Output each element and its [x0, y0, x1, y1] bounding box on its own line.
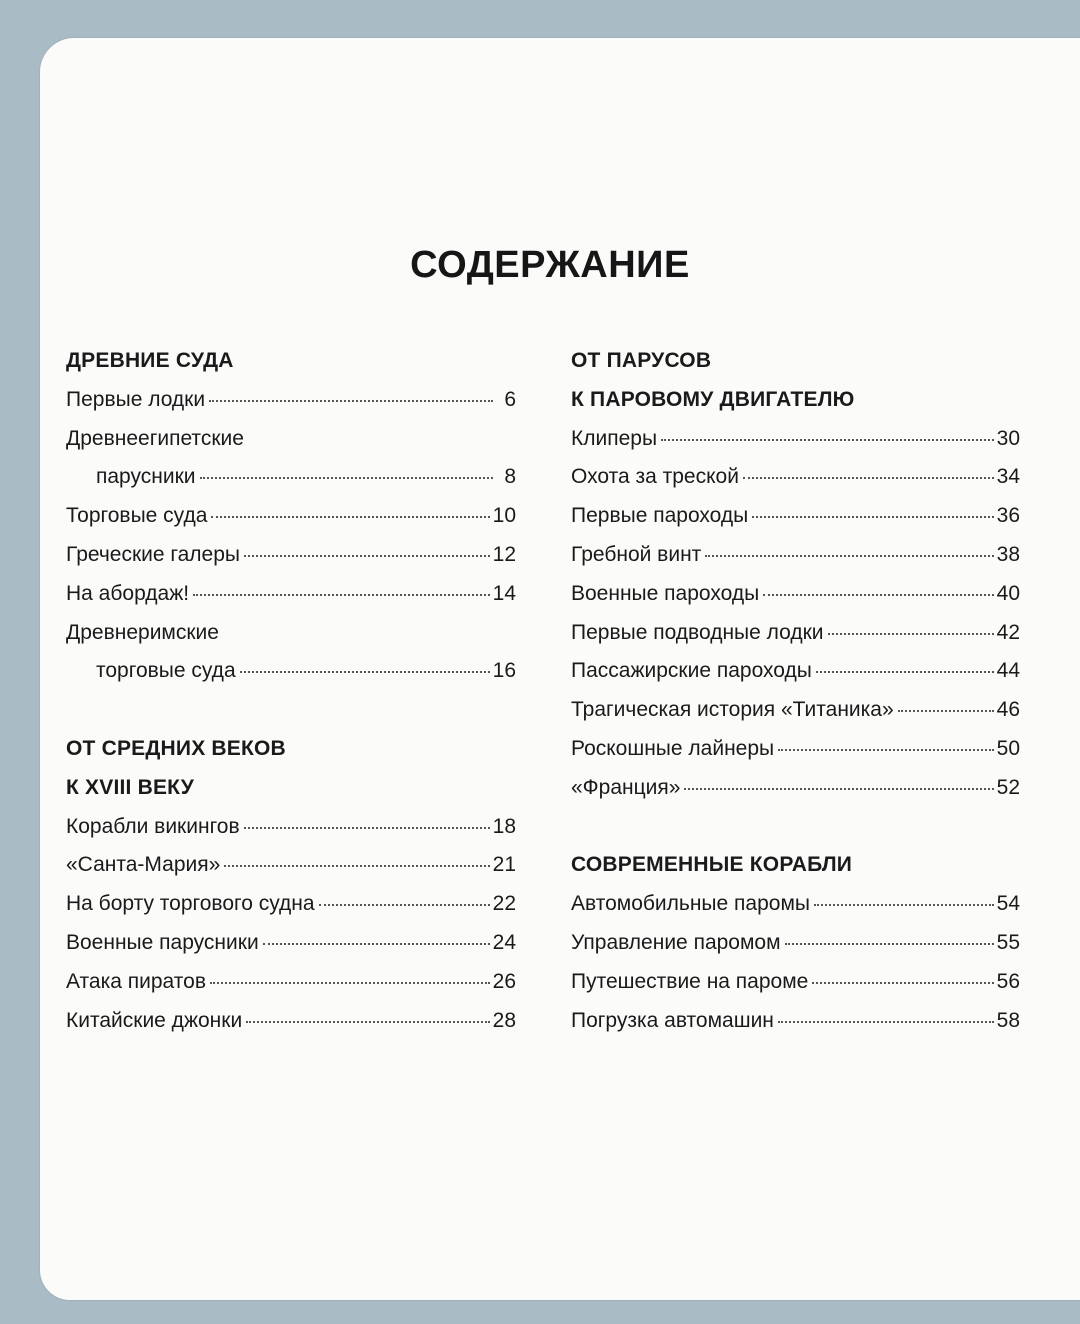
leader-dots — [319, 904, 490, 906]
leader-dots — [209, 400, 493, 402]
leader-dots — [752, 516, 993, 518]
toc-entry-page: 8 — [504, 465, 516, 489]
section-heading-sails: ОТ ПАРУСОВ — [571, 349, 712, 372]
toc-entry-page: 6 — [504, 387, 516, 411]
leader-dots — [263, 943, 490, 945]
toc-column-right — [571, 342, 1020, 1040]
toc-entry[interactable] — [571, 924, 1020, 963]
toc-entry-label: Путешествие на пароме — [571, 969, 809, 993]
toc-entry[interactable] — [571, 885, 1020, 924]
toc-entry-page: 30 — [996, 426, 1020, 450]
leader-dots — [705, 555, 993, 557]
toc-entry-label: Роскошные лайнеры — [571, 736, 775, 760]
toc-entry[interactable] — [571, 769, 1020, 808]
toc-entry[interactable] — [571, 1002, 1020, 1041]
toc-entry-label: Корабли викингов — [66, 814, 240, 838]
toc-entry-label: Первые пароходы — [571, 504, 749, 528]
leader-dots — [684, 788, 993, 790]
toc-entry[interactable] — [66, 497, 516, 536]
toc-entry[interactable] — [571, 420, 1020, 459]
toc-entry-page: 12 — [492, 542, 516, 566]
toc-entry[interactable] — [66, 846, 516, 885]
toc-entry[interactable] — [66, 381, 516, 420]
toc-entry-page: 52 — [996, 775, 1020, 799]
toc-entry-label: парусники — [96, 465, 196, 489]
toc-entry-page: 50 — [996, 736, 1020, 760]
toc-entry[interactable] — [571, 963, 1020, 1002]
leader-dots — [210, 982, 490, 984]
leader-dots — [200, 477, 493, 479]
leader-dots — [763, 594, 993, 596]
toc-entry-page: 14 — [492, 581, 516, 605]
toc-entry-page: 34 — [996, 465, 1020, 489]
toc-entry-label: Управление паромом — [571, 930, 781, 954]
toc-entry-label: Военные парусники — [66, 930, 259, 954]
toc-entry[interactable] — [571, 497, 1020, 536]
toc-entry-label: Торговые суда — [66, 504, 208, 528]
leader-dots — [812, 982, 993, 984]
toc-entry[interactable] — [66, 575, 516, 614]
leader-dots — [211, 516, 489, 518]
section-heading-middle-ages-line2: К XVIII ВЕКУ — [66, 775, 194, 799]
toc-entry-label: Греческие галеры — [66, 542, 240, 566]
leader-dots — [193, 594, 490, 596]
toc-entry-label: Гребной винт — [571, 542, 702, 566]
toc-entry-page: 46 — [996, 698, 1020, 722]
toc-entry-page: 24 — [492, 930, 516, 954]
toc-entry-page: 22 — [492, 892, 516, 916]
toc-entry-page: 56 — [996, 969, 1020, 993]
toc-entry-label: торговые суда — [96, 659, 236, 683]
toc-entry[interactable] — [66, 536, 516, 575]
leader-dots — [814, 904, 994, 906]
leader-dots — [778, 1021, 994, 1023]
page-title: СОДЕРЖАНИЕ — [410, 244, 690, 286]
toc-entry-page: 10 — [492, 504, 516, 528]
toc-entry[interactable] — [66, 924, 516, 963]
toc-entry[interactable] — [571, 458, 1020, 497]
toc-entry-page: 21 — [492, 853, 516, 877]
leader-dots — [244, 827, 490, 829]
toc-entry[interactable] — [66, 885, 516, 924]
toc-entry-page: 54 — [996, 892, 1020, 916]
toc-entry[interactable] — [66, 808, 516, 847]
leader-dots — [828, 633, 994, 635]
toc-entry[interactable] — [571, 614, 1020, 653]
leader-dots — [246, 1021, 489, 1023]
toc-entry-page: 16 — [492, 659, 516, 683]
toc-entry-label-line1[interactable]: Древнеегипетские — [66, 426, 244, 450]
toc-entry-label: Первые подводные лодки — [571, 620, 824, 644]
toc-column-left — [66, 342, 516, 1040]
toc-entry-label: Клиперы — [571, 426, 658, 450]
section-gap — [66, 691, 516, 730]
toc-entry[interactable] — [571, 730, 1020, 769]
toc-entry-page: 58 — [996, 1008, 1020, 1032]
toc-entry-label: На борту торгового судна — [66, 892, 315, 916]
toc-entry[interactable] — [66, 652, 516, 691]
leader-dots — [785, 943, 994, 945]
toc-entry-page: 42 — [996, 620, 1020, 644]
toc-entry-page: 18 — [492, 814, 516, 838]
toc-entry[interactable] — [66, 458, 516, 497]
toc-entry[interactable] — [66, 963, 516, 1002]
toc-entry-label: Атака пиратов — [66, 969, 206, 993]
toc-entry-label: Погрузка автомашин — [571, 1008, 774, 1032]
toc-entry-page: 38 — [996, 542, 1020, 566]
toc-entry-page: 44 — [996, 659, 1020, 683]
leader-dots — [898, 710, 994, 712]
section-heading-modern: СОВРЕМЕННЫЕ КОРАБЛИ — [571, 853, 853, 877]
toc-entry[interactable] — [571, 691, 1020, 730]
toc-entry-label: «Санта-Мария» — [66, 853, 221, 877]
toc-entry[interactable] — [571, 536, 1020, 575]
toc-entry-label: На абордаж! — [66, 581, 190, 605]
section-heading-middle-ages: ОТ СРЕДНИХ ВЕКОВ — [66, 736, 286, 760]
section-heading-sails-line2: К ПАРОВОМУ ДВИГАТЕЛЮ — [571, 387, 855, 411]
toc-entry-label: Пассажирские пароходы — [571, 659, 812, 683]
toc-entry[interactable] — [571, 652, 1020, 691]
section-gap — [571, 808, 1020, 847]
toc-entry-label: Охота за треской — [571, 465, 739, 489]
leader-dots — [244, 555, 490, 557]
leader-dots — [778, 749, 994, 751]
leader-dots — [224, 865, 489, 867]
toc-entry[interactable] — [66, 1002, 516, 1041]
toc-entry-label: «Франция» — [571, 775, 681, 799]
toc-entry-label: Военные пароходы — [571, 581, 760, 605]
toc-entry-label: Трагическая история «Титаника» — [571, 698, 894, 722]
toc-entry-page: 36 — [996, 504, 1020, 528]
toc-entry-page: 28 — [492, 1008, 516, 1032]
toc-entry-page: 26 — [492, 969, 516, 993]
leader-dots — [816, 671, 994, 673]
leader-dots — [661, 439, 994, 441]
toc-entry-label: Китайские джонки — [66, 1008, 243, 1032]
leader-dots — [240, 671, 490, 673]
toc-entry-page: 40 — [996, 581, 1020, 605]
toc-entry-label: Первые лодки — [66, 387, 206, 411]
toc-entry[interactable] — [571, 575, 1020, 614]
section-heading-ancient: ДРЕВНИЕ СУДА — [66, 349, 234, 372]
toc-entry-label-line1[interactable]: Древнеримские — [66, 620, 219, 644]
toc-entry-page: 55 — [996, 930, 1020, 954]
leader-dots — [743, 477, 994, 479]
toc-entry-label: Автомобильные паромы — [571, 892, 810, 916]
